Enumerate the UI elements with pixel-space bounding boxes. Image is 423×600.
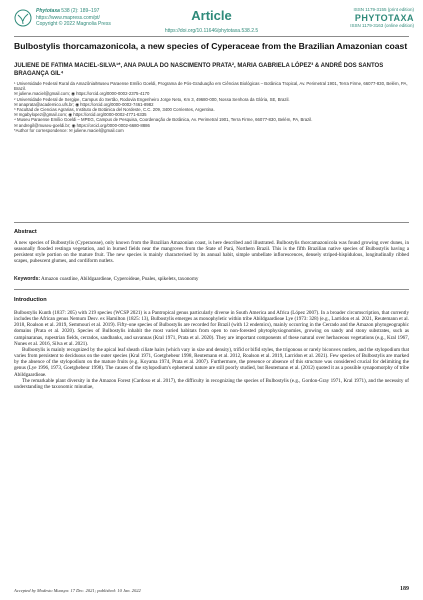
affiliation-1-contact[interactable]: ✉ juliene.maciel@gmail.com; ◉ https://orcid.org/0000-0002-2375-4170 (14, 91, 150, 97)
affiliation-4: ⁴ Museu Paraense Emílio Goeldi – MPEG, Campus de Pesquisa, Coordenação de Botânica, Av. Perimetral 1901, Terra Firme, 66077-830, Belém, PA, Brazil. (14, 117, 313, 123)
page-number: 189 (400, 586, 409, 592)
abstract-divider (14, 222, 409, 223)
affiliations (14, 81, 409, 133)
introduction-heading: Introduction (14, 297, 47, 303)
keywords-text: Amazon coastline, Abildgaardieae, Cyperoideae, Poales, spikelets, taxonomy (41, 276, 199, 282)
abstract-text: A new species of Bulbostylis (Cyperaceae), only known from the Brazilian Amazonian coast, is here described and illustrated. Bulbostylis thorcamazonicola was found growing over dunes, in seasonally flooded restinga vegetation, and in burned fields near the mangroves from the State of Pará, Northern Brazil. This is the fifth Brazilian native species of Bulbostylis having a persistent style portion on the mature fruit. The new species is mainly characterised by its annual habit, simple umbellate inflorescences, densely striped-hispidulous, longitudinally ribbed scapes, pubescent glumes, and cordiform nutlets. (14, 240, 409, 265)
issn-block (302, 7, 414, 29)
header-divider (14, 36, 409, 37)
journal-url[interactable]: https://www.mapress.com/pt/ (36, 14, 100, 21)
intro-paragraph-3: The remarkable plant diversity in the Amazon Forest (Cardoso et al. 2017), the difficulty in recognizing the species of Bulbostylis (e.g., Gordon-Gray 1971, Kral 1971), and the necessity of understanding the taxonomic minutiae, (14, 377, 409, 390)
intro-paragraph-2: Bulbostylis is mainly recognized by the apical leaf sheath ciliate hairs (which vary in size and density), trifid or bifid styles, the trigonous or rarely biconvex nutlets, and the stylopodium that varies from persistent to deciduous on the outer species (Kral 1971, Goetghebeur 1998, Reutemann et al. 2012, Roalson et al. 2019, Larridon et al. 2021). Few species of Bulbostylis are marked by the absence of the stylopodium on the mature fruits (e.g. Koyama 1974, Prata et al. 2007). Furthermore, the presence or absence of this structure was considered crucial for delimiting the genus (Lye 1996, 1973, Goetghebeur 1998). The causes of the stylopodium's ephemeral nature are still poorly studied, but Reutemann et al. (2012) quoted it as a possible synapomorphy of tribe Abildgaardieae. (14, 346, 409, 378)
article-label: Article (191, 8, 232, 23)
keywords (14, 276, 409, 282)
journal-logo-text: PHYTOTAXA (354, 13, 414, 23)
affiliation-3-contact[interactable]: ✉ mgabylopez@gmail.com; ◉ https://orcid.org/0000-0002-4771-6335 (14, 112, 147, 118)
affiliation-1: ¹ Universidade Federal Rural da Amazônia/Museu Paraense Emílio Goeldi, Programa de Pós-Graduação em Ciências Biológicas – Botânica Tropical, Av. Perimetral 1901, Terra Firme, 66077-830, Belém, PA, Brazil. (14, 81, 408, 92)
introduction-body (14, 310, 409, 390)
affiliation-2-contact[interactable]: ✉ anaprata@academico.ufs.br; ◉ https://orcid.org/0000-0002-7461-8982 (14, 101, 154, 107)
abstract-heading: Abstract (14, 229, 37, 235)
affiliation-4-contact[interactable]: ✉ andregil@museu-goeldi.br; ◉ https://orcid.org/0000-0002-6680-8886 (14, 122, 150, 128)
issn-print: ISSN 1179-3155 (print edition) (353, 7, 414, 12)
issn-online: ISSN 1179-3163 (online edition) (350, 23, 414, 28)
journal-name: Phytotaxa (36, 8, 60, 14)
doi-link[interactable]: https://doi.org/10.11646/phytotaxa.538.2.5 (164, 28, 259, 34)
keywords-label: Keywords: (14, 276, 41, 282)
accepted-by: Accepted by Modesto Muasya: 17 Dec. 2021; published: 10 Jan. 2022 (14, 588, 141, 593)
intro-paragraph-1: Bulbostylis Kunth (1837: 205) with 219 species (WCSP 2021) is a Pantropical genus particularly diverse in South America and Africa (López 2007). In a broader circumscription, that currently includes the African genus Nemum Desv. ex Hamilton (1825: 13), Bulbostylis emerges as monophyletic within tribe Abildgaardieae Lye (1973: 328) (e.g., Larridon et al. 2021, Reutemann et al. 2018, Roalson et al. 2019, Semmouri et al. 2019). Fifty-one species of Bulbostylis are recorded for Brazil (with 12 endemics), mainly occurring in the Cerrado and the Amazon phytogeographic domains (Prata et al. 2020). Species of Bulbostylis inhabit the most varied habitats from open to non-forested phytophysiognomies, growing on sandy and stony substrates, such as campinaranas, rupestrian fields, cerrados, sandbanks, and savannas (Kral 1971, Prata et al. 2020). They are important components of these natural over herbaceous vegetations (e.g., Kral 1967, Nunes et al. 2016, Silva et al. 2021). (14, 310, 409, 347)
author-list: JULIENE DE FATIMA MACIEL-SILVA¹*, ANA PAULA DO NASCIMENTO PRATA², MARIA GABRIELA LÓPEZ³ & ANDRÉ DOS SANTOS BRAGANÇA GIL⁴ (14, 63, 384, 77)
article-title: Bulbostylis thorcamazonicola, a new species of Cyperaceae from the Brazilian Amazonian coast (14, 41, 408, 51)
corresponding-author[interactable]: *Author for correspondence: ✉ juliene.maciel@gmail.com (14, 127, 124, 133)
copyright: Copyright © 2022 Magnolia Press (36, 21, 111, 27)
affiliation-2: ² Universidade Federal de Sergipe, Campus do Sertão, Rodovia Engenheiro Jorge Neto, Km 3, 49680-000, Nossa Senhora da Glória, SE, Brazil. (14, 96, 290, 102)
keywords-divider (14, 289, 409, 290)
affiliation-3: ³ Facultad de Ciencias Agrarias, Instituto de Botánica del Nordeste, C.C. 209, 3400 Corrientes, Argentina. (14, 107, 215, 113)
volume-info: 538 (2): 189–197 (61, 8, 100, 14)
